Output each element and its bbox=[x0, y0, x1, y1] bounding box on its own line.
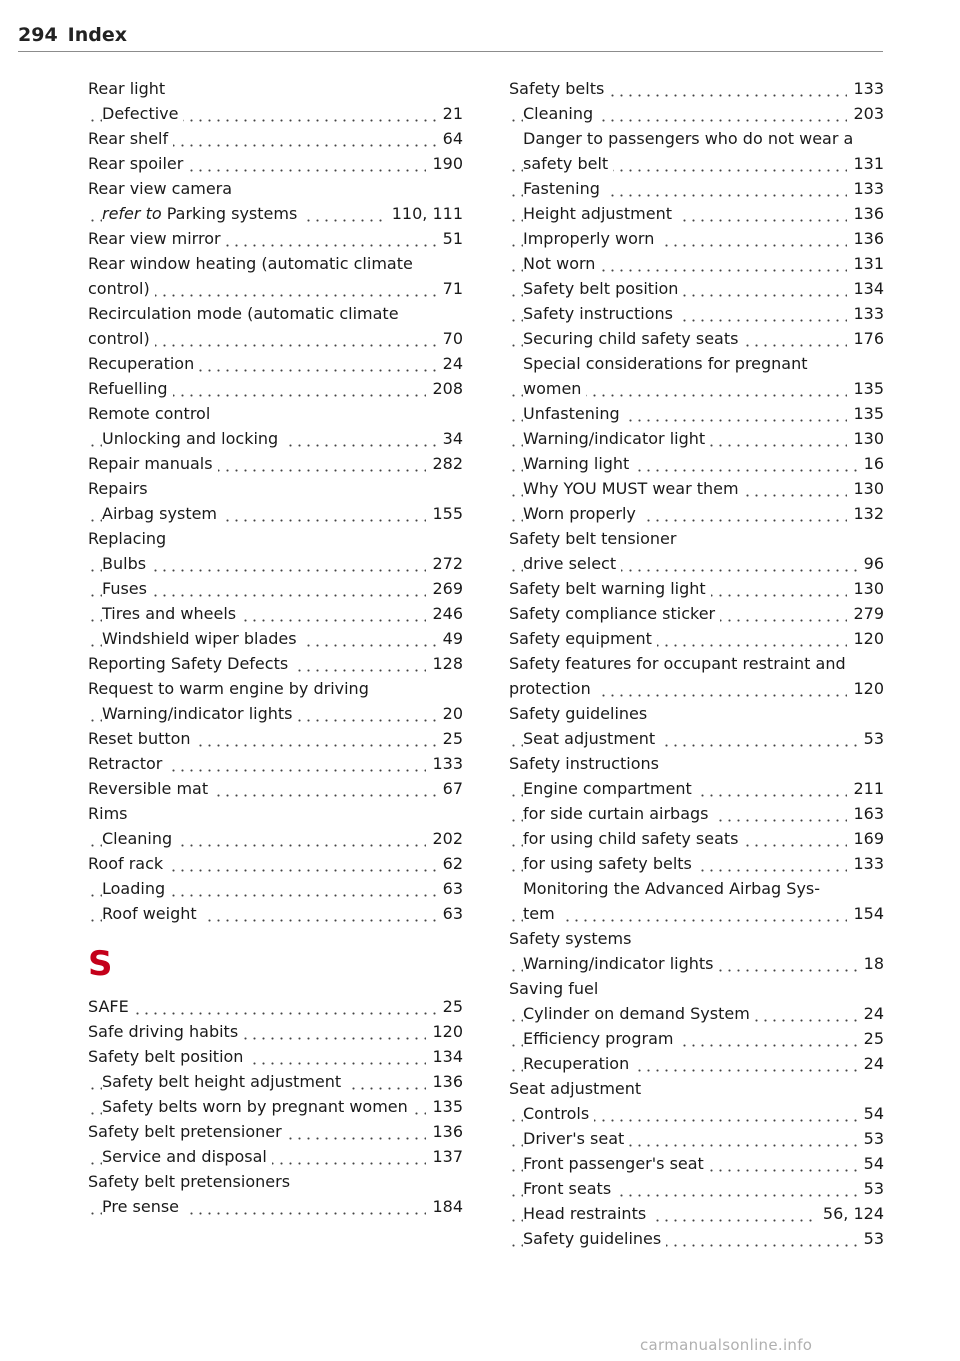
index-entry bbox=[509, 226, 884, 251]
page-reference: 154 bbox=[847, 901, 884, 926]
page-reference: 18 bbox=[858, 951, 884, 976]
page-reference: 136 bbox=[847, 226, 884, 251]
index-entry bbox=[509, 1001, 884, 1026]
page-reference: 63 bbox=[437, 876, 463, 901]
section-gap bbox=[88, 926, 463, 944]
index-term: Safety belt pretensioner bbox=[88, 1122, 287, 1141]
index-term: Safety belt tensioner bbox=[509, 529, 681, 548]
index-entry bbox=[509, 376, 884, 401]
index-entry bbox=[88, 1044, 463, 1069]
index-entry bbox=[88, 851, 463, 876]
index-entry bbox=[509, 826, 884, 851]
index-term: Airbag system bbox=[102, 504, 222, 523]
index-entry bbox=[88, 476, 463, 501]
index-term: Height adjustment bbox=[523, 204, 677, 223]
page-reference: 120 bbox=[847, 626, 884, 651]
index-term: Front passenger's seat bbox=[523, 1154, 709, 1173]
index-term: Monitoring the Advanced Airbag Sys- bbox=[523, 879, 825, 898]
index-term: control) bbox=[88, 279, 155, 298]
index-entry bbox=[88, 576, 463, 601]
index-term: Safety belt warning light bbox=[509, 579, 711, 598]
page-reference: 70 bbox=[437, 326, 463, 351]
index-term: Service and disposal bbox=[102, 1147, 272, 1166]
index-entry bbox=[509, 926, 884, 951]
index-term: Reset button bbox=[88, 729, 196, 748]
page-reference: 246 bbox=[426, 601, 463, 626]
index-entry bbox=[509, 1126, 884, 1151]
index-entry bbox=[509, 776, 884, 801]
page-reference: 203 bbox=[847, 101, 884, 126]
index-term: Safety systems bbox=[509, 929, 636, 948]
index-term: Safety belt pretensioners bbox=[88, 1172, 295, 1191]
index-term: Safety instructions bbox=[523, 304, 678, 323]
index-entry bbox=[88, 1144, 463, 1169]
index-entry bbox=[88, 351, 463, 376]
index-entry bbox=[509, 351, 884, 376]
index-term: Rear window heating (automatic climate bbox=[88, 254, 418, 273]
page-reference: 208 bbox=[426, 376, 463, 401]
index-term: safety belt bbox=[523, 154, 613, 173]
index-entry bbox=[88, 451, 463, 476]
index-term: Unlocking and locking bbox=[102, 429, 283, 448]
index-term: Safety guidelines bbox=[509, 704, 652, 723]
index-entry bbox=[509, 76, 884, 101]
page-reference: 64 bbox=[437, 126, 463, 151]
index-entry bbox=[88, 801, 463, 826]
index-entry bbox=[509, 1051, 884, 1076]
page-reference: 133 bbox=[426, 751, 463, 776]
index-entry bbox=[509, 576, 884, 601]
page-reference: 163 bbox=[847, 801, 884, 826]
index-entry bbox=[88, 776, 463, 801]
page-reference: 67 bbox=[437, 776, 463, 801]
index-term: Safety belts worn by pregnant women bbox=[102, 1097, 413, 1116]
index-entry bbox=[88, 401, 463, 426]
index-entry bbox=[88, 1169, 463, 1194]
index-entry bbox=[509, 1226, 884, 1251]
section-letter: S bbox=[88, 944, 113, 984]
index-entry bbox=[509, 276, 884, 301]
index-term: Efficiency program bbox=[523, 1029, 678, 1048]
index-term: Rear view camera bbox=[88, 179, 237, 198]
index-entry bbox=[509, 951, 884, 976]
index-entry bbox=[509, 1026, 884, 1051]
index-term: Safety belt position bbox=[523, 279, 683, 298]
page-reference: 53 bbox=[858, 1176, 884, 1201]
index-term: Improperly worn bbox=[523, 229, 659, 248]
index-term: Bulbs bbox=[102, 554, 151, 573]
index-entry bbox=[88, 994, 463, 1019]
page-reference: 135 bbox=[426, 1094, 463, 1119]
index-entry bbox=[509, 1076, 884, 1101]
index-entry bbox=[88, 301, 463, 326]
page-reference: 49 bbox=[437, 626, 463, 651]
page-reference: 20 bbox=[437, 701, 463, 726]
index-term: Refuelling bbox=[88, 379, 173, 398]
page-reference: 120 bbox=[426, 1019, 463, 1044]
index-term: Special considerations for pregnant bbox=[523, 354, 813, 373]
index-entry bbox=[509, 126, 884, 151]
index-entry bbox=[509, 676, 884, 701]
page-reference: 131 bbox=[847, 251, 884, 276]
index-term: control) bbox=[88, 329, 155, 348]
index-entry bbox=[88, 76, 463, 101]
index-entry bbox=[509, 301, 884, 326]
index-term: Rear shelf bbox=[88, 129, 173, 148]
index-entry bbox=[88, 426, 463, 451]
page-reference: 169 bbox=[847, 826, 884, 851]
page-reference: 155 bbox=[426, 501, 463, 526]
index-term: women bbox=[523, 379, 586, 398]
page-reference: 53 bbox=[858, 1126, 884, 1151]
index-entry bbox=[509, 101, 884, 126]
index-term: Rear spoiler bbox=[88, 154, 188, 173]
page-reference: 130 bbox=[847, 576, 884, 601]
page-reference: 120 bbox=[847, 676, 884, 701]
index-term-text: Parking systems bbox=[166, 204, 298, 223]
index-term: Roof rack bbox=[88, 854, 168, 873]
index-entry bbox=[509, 701, 884, 726]
index-term: Recuperation bbox=[523, 1054, 634, 1073]
index-entry bbox=[88, 1119, 463, 1144]
index-entry bbox=[509, 526, 884, 551]
page-reference: 133 bbox=[847, 301, 884, 326]
index-term: Warning/indicator light bbox=[523, 429, 710, 448]
index-entry bbox=[88, 701, 463, 726]
page-reference: 128 bbox=[426, 651, 463, 676]
index-term: Warning/indicator lights bbox=[523, 954, 718, 973]
index-term: Head restraints bbox=[523, 1204, 651, 1223]
page-reference: 137 bbox=[426, 1144, 463, 1169]
page-reference: 25 bbox=[437, 994, 463, 1019]
index-entry bbox=[509, 1151, 884, 1176]
index-entry bbox=[509, 401, 884, 426]
page-title: Index bbox=[67, 24, 128, 46]
index-entry bbox=[88, 601, 463, 626]
page-reference: 53 bbox=[858, 726, 884, 751]
index-term: Loading bbox=[102, 879, 170, 898]
page-reference: 134 bbox=[426, 1044, 463, 1069]
index-term: Rear light bbox=[88, 79, 170, 98]
index-term bbox=[102, 204, 302, 223]
index-term: Repairs bbox=[88, 479, 153, 498]
index-entry bbox=[509, 476, 884, 501]
index-term: protection bbox=[509, 679, 596, 698]
index-term: Seat adjustment bbox=[509, 1079, 646, 1098]
index-term: Safety instructions bbox=[509, 754, 664, 773]
page-reference: 16 bbox=[858, 451, 884, 476]
index-term: Controls bbox=[523, 1104, 594, 1123]
index-term: for using child safety seats bbox=[523, 829, 744, 848]
index-entry bbox=[88, 226, 463, 251]
page-reference: 136 bbox=[847, 201, 884, 226]
page-reference: 25 bbox=[858, 1026, 884, 1051]
index-entry bbox=[509, 1201, 884, 1226]
page-reference: 176 bbox=[847, 326, 884, 351]
index-term: Driver's seat bbox=[523, 1129, 629, 1148]
cross-reference: refer to bbox=[102, 204, 162, 223]
page-reference: 51 bbox=[437, 226, 463, 251]
index-entry bbox=[88, 251, 463, 276]
index-term: Cylinder on demand System bbox=[523, 1004, 755, 1023]
page-reference: 54 bbox=[858, 1151, 884, 1176]
index-term: Fuses bbox=[102, 579, 152, 598]
index-term: Safety belt position bbox=[88, 1047, 248, 1066]
index-term: Safety features for occupant restraint and bbox=[509, 654, 851, 673]
page-reference: 134 bbox=[847, 276, 884, 301]
page-reference: 96 bbox=[858, 551, 884, 576]
index-entry bbox=[509, 326, 884, 351]
index-term: Safety belt height adjustment bbox=[102, 1072, 346, 1091]
page-reference: 136 bbox=[426, 1069, 463, 1094]
index-term: Pre sense bbox=[102, 1197, 184, 1216]
index-term: for side curtain airbags bbox=[523, 804, 714, 823]
page-reference: 282 bbox=[426, 451, 463, 476]
index-entry bbox=[509, 726, 884, 751]
index-entry bbox=[88, 901, 463, 926]
index-entry bbox=[88, 501, 463, 526]
index-entry bbox=[509, 501, 884, 526]
page-reference: 269 bbox=[426, 576, 463, 601]
index-entry bbox=[509, 851, 884, 876]
watermark: carmanualsonline.info bbox=[640, 1336, 813, 1354]
index-term: Reporting Safety Defects bbox=[88, 654, 293, 673]
index-entry bbox=[509, 751, 884, 776]
index-term: Not worn bbox=[523, 254, 600, 273]
page-reference: 132 bbox=[847, 501, 884, 526]
index-term: Why YOU MUST wear them bbox=[523, 479, 744, 498]
index-entry bbox=[509, 551, 884, 576]
page-reference: 133 bbox=[847, 851, 884, 876]
page-reference: 184 bbox=[426, 1194, 463, 1219]
index-entry bbox=[88, 751, 463, 776]
index-entry bbox=[88, 201, 463, 226]
index-entry bbox=[88, 151, 463, 176]
page-reference: 24 bbox=[858, 1001, 884, 1026]
index-entry bbox=[88, 526, 463, 551]
index-entry bbox=[509, 1101, 884, 1126]
index-entry bbox=[88, 826, 463, 851]
index-term: for using safety belts bbox=[523, 854, 697, 873]
index-term: Danger to passengers who do not wear a bbox=[523, 129, 858, 148]
index-entry bbox=[509, 901, 884, 926]
page-reference: 135 bbox=[847, 401, 884, 426]
index-term: Windshield wiper blades bbox=[102, 629, 302, 648]
page-reference: 135 bbox=[847, 376, 884, 401]
index-term: Safety guidelines bbox=[523, 1229, 666, 1248]
index-entry bbox=[88, 1194, 463, 1219]
index-term: Fastening bbox=[523, 179, 605, 198]
index-term: Engine compartment bbox=[523, 779, 697, 798]
index-entry bbox=[509, 601, 884, 626]
page-reference: 272 bbox=[426, 551, 463, 576]
index-entry bbox=[88, 876, 463, 901]
page-number: 294 bbox=[18, 24, 58, 46]
header-rule bbox=[18, 51, 883, 52]
index-entry bbox=[88, 626, 463, 651]
index-term: Cleaning bbox=[523, 104, 598, 123]
index-entry bbox=[509, 251, 884, 276]
index-term: Front seats bbox=[523, 1179, 616, 1198]
index-term: Worn properly bbox=[523, 504, 641, 523]
index-entry bbox=[88, 1094, 463, 1119]
page-reference: 279 bbox=[847, 601, 884, 626]
index-term: Safety belts bbox=[509, 79, 609, 98]
index-entry bbox=[88, 676, 463, 701]
page-reference: 202 bbox=[426, 826, 463, 851]
index-entry bbox=[88, 126, 463, 151]
page-reference: 133 bbox=[847, 76, 884, 101]
page-reference: 63 bbox=[437, 901, 463, 926]
page-reference: 131 bbox=[847, 151, 884, 176]
page-reference: 130 bbox=[847, 426, 884, 451]
index-entry bbox=[509, 801, 884, 826]
index-entry bbox=[88, 326, 463, 351]
index-term: Request to warm engine by driving bbox=[88, 679, 374, 698]
index-term: Warning/indicator lights bbox=[102, 704, 297, 723]
page-reference: 211 bbox=[847, 776, 884, 801]
index-entry bbox=[88, 176, 463, 201]
index-entry bbox=[509, 1176, 884, 1201]
index-entry bbox=[509, 451, 884, 476]
index-entry bbox=[509, 176, 884, 201]
index-term: drive select bbox=[523, 554, 621, 573]
page-reference: 21 bbox=[437, 101, 463, 126]
index-term: Warning light bbox=[523, 454, 634, 473]
index-entry bbox=[509, 151, 884, 176]
index-entry bbox=[509, 626, 884, 651]
page-reference: 133 bbox=[847, 176, 884, 201]
page-reference: 24 bbox=[437, 351, 463, 376]
index-entry bbox=[88, 726, 463, 751]
index-term: Securing child safety seats bbox=[523, 329, 743, 348]
index-term: Rims bbox=[88, 804, 132, 823]
index-term: Reversible mat bbox=[88, 779, 213, 798]
index-term: Remote control bbox=[88, 404, 215, 423]
page-reference: 62 bbox=[437, 851, 463, 876]
index-entry bbox=[509, 651, 884, 676]
page-header bbox=[18, 24, 127, 46]
index-term: Seat adjustment bbox=[523, 729, 660, 748]
index-term: SAFE bbox=[88, 997, 134, 1016]
index-term: Repair manuals bbox=[88, 454, 218, 473]
index-term: Unfastening bbox=[523, 404, 625, 423]
index-entry bbox=[88, 551, 463, 576]
index-term: Rear view mirror bbox=[88, 229, 226, 248]
index-term: Recuperation bbox=[88, 354, 199, 373]
page-reference: 34 bbox=[437, 426, 463, 451]
index-entry bbox=[88, 101, 463, 126]
index-term: Cleaning bbox=[102, 829, 177, 848]
page-reference: 53 bbox=[858, 1226, 884, 1251]
page-reference: 56, 124 bbox=[817, 1201, 884, 1226]
index-term: Safe driving habits bbox=[88, 1022, 243, 1041]
index-term: Saving fuel bbox=[509, 979, 603, 998]
index-entry bbox=[88, 1069, 463, 1094]
index-term: Replacing bbox=[88, 529, 171, 548]
index-term: Roof weight bbox=[102, 904, 202, 923]
page-reference: 110, 111 bbox=[386, 201, 463, 226]
page-reference: 136 bbox=[426, 1119, 463, 1144]
index-entry bbox=[509, 426, 884, 451]
index-entry bbox=[509, 201, 884, 226]
page-reference: 25 bbox=[437, 726, 463, 751]
index-entry bbox=[88, 651, 463, 676]
index-entry bbox=[509, 876, 884, 901]
page-reference: 190 bbox=[426, 151, 463, 176]
index-column-right bbox=[509, 76, 884, 1251]
index-term: Recirculation mode (automatic climate bbox=[88, 304, 404, 323]
index-column-left bbox=[88, 76, 463, 1219]
page-reference: 71 bbox=[437, 276, 463, 301]
index-entry bbox=[88, 376, 463, 401]
index-entry bbox=[88, 276, 463, 301]
page-reference: 24 bbox=[858, 1051, 884, 1076]
index-term: Tires and wheels bbox=[102, 604, 241, 623]
index-term: Retractor bbox=[88, 754, 167, 773]
index-term: Safety equipment bbox=[509, 629, 657, 648]
index-entry bbox=[509, 976, 884, 1001]
index-term: Defective bbox=[102, 104, 183, 123]
index-term: Safety compliance sticker bbox=[509, 604, 720, 623]
page-reference: 130 bbox=[847, 476, 884, 501]
page-reference: 54 bbox=[858, 1101, 884, 1126]
index-term: tem bbox=[523, 904, 560, 923]
index-entry bbox=[88, 1019, 463, 1044]
